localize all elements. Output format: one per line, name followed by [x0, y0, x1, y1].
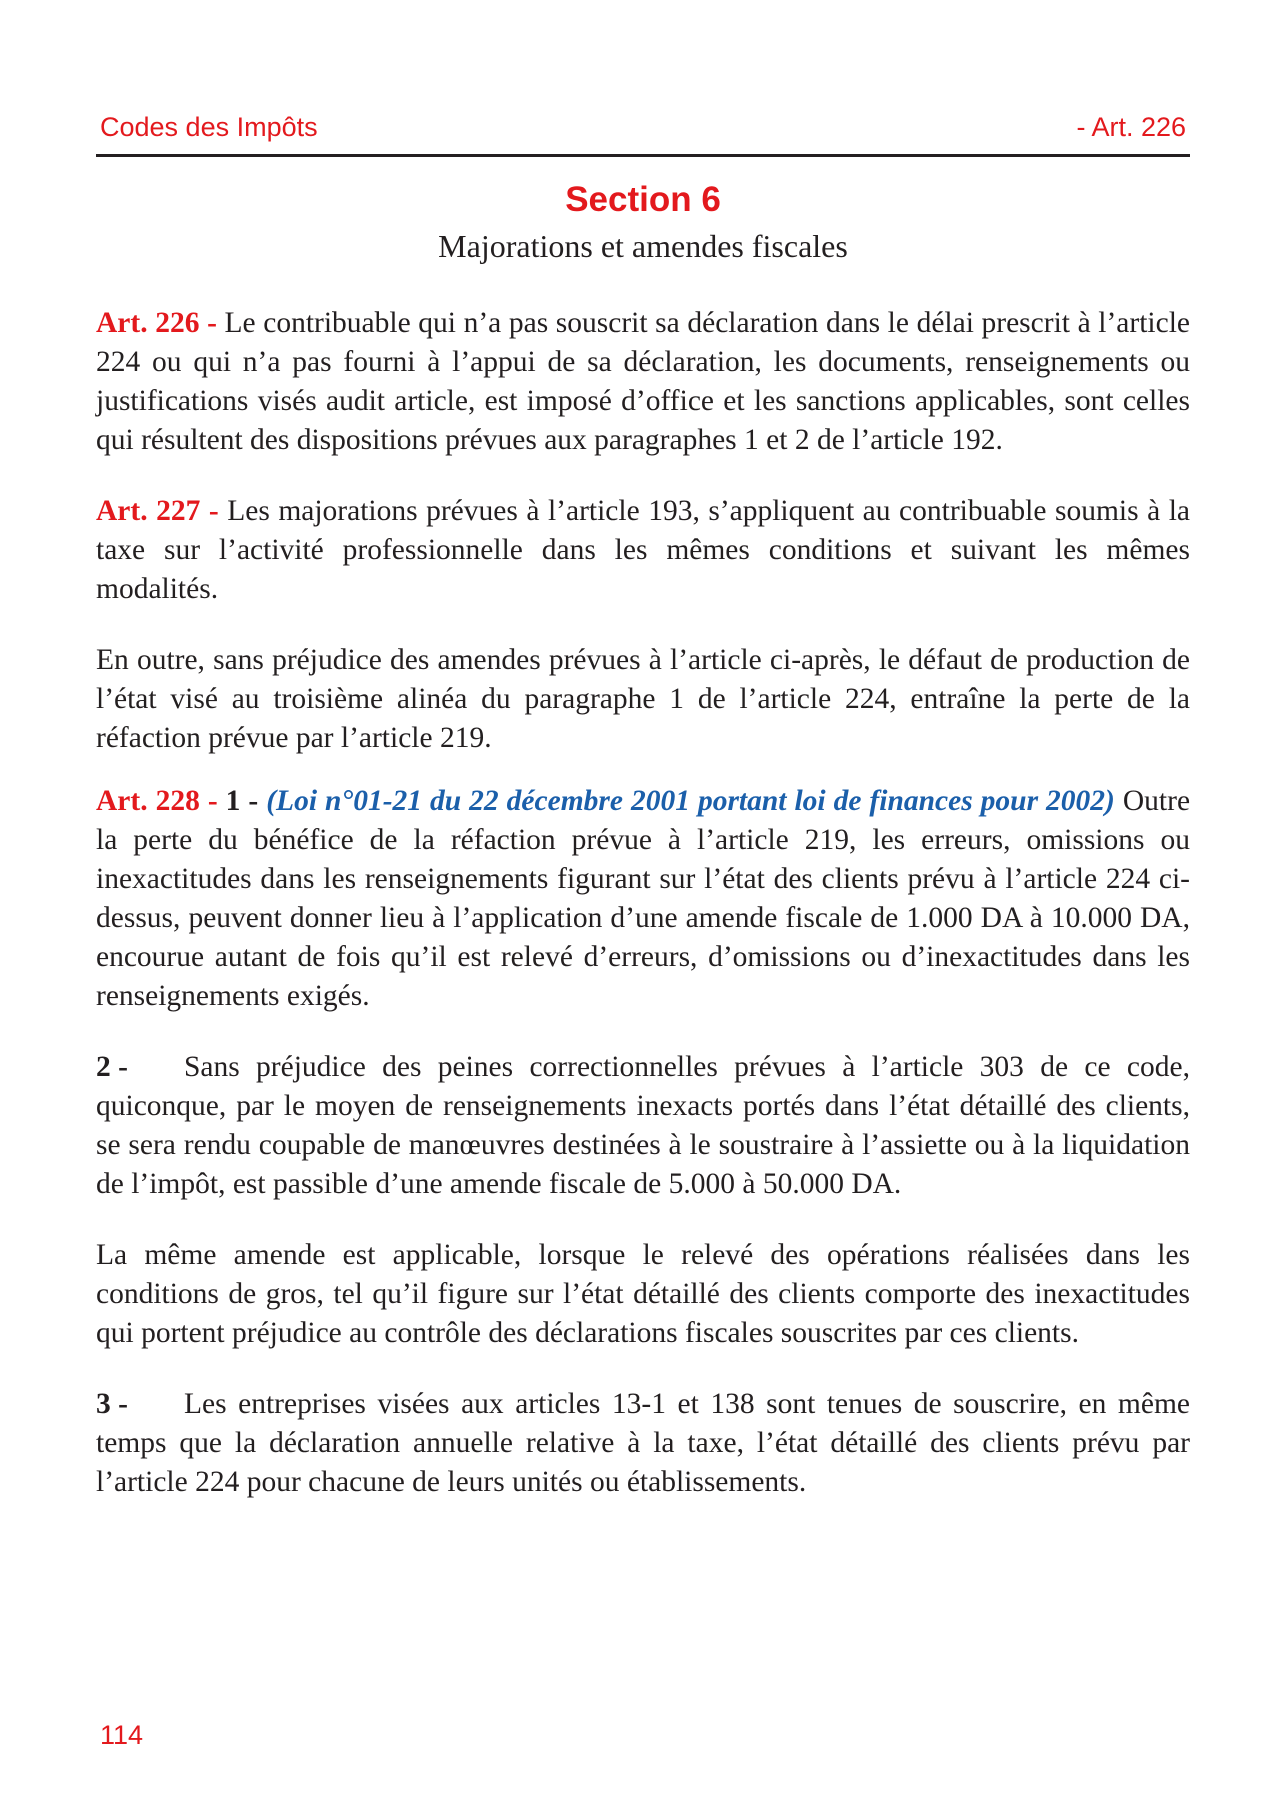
article-label: Art. 228 - [96, 785, 218, 817]
header-article-ref: - Art. 226 [1076, 112, 1186, 142]
page-header [96, 106, 1190, 157]
header-code-title: Codes des Impôts [100, 112, 318, 142]
paragraph-art-228-2 [96, 1048, 1190, 1204]
paragraph-art-226 [96, 304, 1190, 460]
article-label: Art. 227 - [96, 495, 219, 527]
paragraph-text: La même amende est applicable, lorsque le relevé des opérations réalisées dans les conditions de gros, tel qu’il figure sur l’état détaillé des clients comporte des inexactitudes qui portent préjudice au contrôle des déclarations fiscales souscrites par ces clients. [96, 1239, 1190, 1349]
item-number: 3 - [96, 1388, 128, 1420]
document-body [96, 304, 1190, 1534]
paragraph-art-228-2-continued [96, 1236, 1190, 1353]
paragraph-art-227 [96, 492, 1190, 609]
paragraph-art-228-3 [96, 1385, 1190, 1502]
law-reference: (Loi n°01-21 du 22 décembre 2001 portant loi de finances pour 2002) [266, 785, 1115, 817]
paragraph-art-227-continued [96, 641, 1190, 758]
item-number: 1 - [225, 785, 259, 817]
item-number: 2 - [96, 1051, 128, 1083]
paragraph-text: Sans préjudice des peines correctionnelles prévues à l’article 303 de ce code, quiconque, par le moyen de renseignements inexacts portés dans l’état détaillé des clients, se sera rendu coupable de manœuvres destinées à le soustraire à l’assiette ou à la liquidation de l’impôt, est passible d’une amende fiscale de 5.000 à 50.000 DA. [96, 1051, 1190, 1200]
section-subtitle: Majorations et amendes fiscales [438, 228, 848, 264]
paragraph-text: En outre, sans préjudice des amendes prévues à l’article ci-après, le défaut de production de l’état visé au troisième alinéa du paragraphe 1 de l’article 224, entraîne la perte de la réfaction prévue par l’article 219. [96, 644, 1190, 754]
paragraph-text: Les entreprises visées aux articles 13-1 et 138 sont tenues de souscrire, en même temps que la déclaration annuelle relative à la taxe, l’état détaillé des clients prévu par l’article 224 pour chacune de leurs unités ou établissements. [96, 1388, 1190, 1498]
article-label: Art. 226 - [96, 307, 217, 339]
paragraph-text: Outre la perte du bénéfice de la réfaction prévue à l’article 219, les erreurs, omissions ou inexactitudes dans les renseignements figurant sur l’état des clients prévu à l’article 224 ci-dessus, peuvent donner lieu à l’application d’une amende fiscale de 1.000 DA à 10.000 DA, encourue autant de fois qu’il est relevé d’erreurs, d’omissions ou d’inexactitudes dans les renseignements exigés. [96, 785, 1191, 1012]
page-number: 114 [100, 1720, 144, 1750]
paragraph-art-228-1 [96, 782, 1190, 1016]
paragraph-text: Les majorations prévues à l’article 193, s’appliquent au contribuable soumis à la taxe sur l’activité professionnelle dans les mêmes conditions et suivant les mêmes modalités. [96, 495, 1190, 605]
section-title: Section 6 [565, 180, 721, 219]
paragraph-text: Le contribuable qui n’a pas souscrit sa déclaration dans le délai prescrit à l’article 224 ou qui n’a pas fourni à l’appui de sa déclaration, les documents, renseignements ou justifications visés audit article, est imposé d’office et les sanctions applicables, sont celles qui résultent des dispositions prévues aux paragraphes 1 et 2 de l’article 192. [96, 307, 1190, 456]
